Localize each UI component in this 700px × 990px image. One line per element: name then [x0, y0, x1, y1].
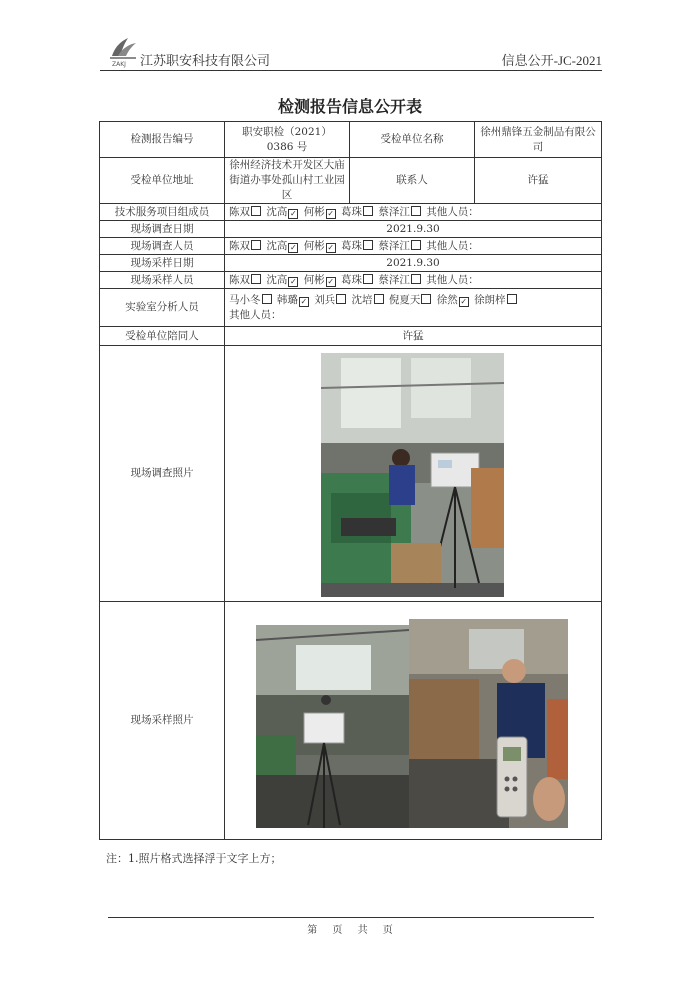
person-cai-zejiang: 蔡泽江	[378, 206, 423, 218]
person-han-lu: 韩璐✓	[277, 294, 311, 306]
footer-divider	[108, 917, 594, 918]
lab-staff-members	[225, 289, 602, 327]
checkbox-checked[interactable]	[326, 243, 336, 253]
row-survey-date	[100, 221, 602, 238]
others-label: 其他人员：	[426, 205, 479, 218]
person-cai-zejiang: 蔡泽江	[378, 240, 423, 252]
person-shen-gao: 沈高✓	[266, 206, 300, 218]
checkbox-unchecked[interactable]	[262, 294, 272, 304]
row-address	[100, 158, 602, 204]
sampling-date-label: 现场采样日期	[100, 255, 225, 272]
survey-photo	[321, 353, 504, 597]
checkbox-unchecked[interactable]	[251, 206, 261, 216]
checkbox-unchecked[interactable]	[336, 294, 346, 304]
row-sampling-date	[100, 255, 602, 272]
survey-staff-label: 现场调查人员	[100, 238, 225, 255]
others-label: 其他人员：	[426, 273, 479, 286]
client-value: 徐州鼎锋五金制品有限公司	[475, 122, 602, 158]
contact-label: 联系人	[350, 158, 475, 204]
page-title: 检测报告信息公开表	[277, 97, 422, 116]
checkbox-checked[interactable]	[299, 297, 309, 307]
svg-text:ZAKJ: ZAKJ	[112, 61, 126, 68]
person-he-bin: 何彬✓	[304, 206, 338, 218]
sampling-photo-2	[409, 619, 568, 828]
person-liu-bing: 刘兵	[314, 294, 348, 306]
sampling-staff-members	[225, 272, 602, 289]
row-sampling-staff	[100, 272, 602, 289]
checkbox-unchecked[interactable]	[363, 206, 373, 216]
page-number: 第 页 共 页	[307, 925, 393, 936]
address-value: 徐州经济技术开发区大庙街道办事处孤山村工业园区	[225, 158, 350, 204]
checkbox-unchecked[interactable]	[421, 294, 431, 304]
survey-date-label: 现场调查日期	[100, 221, 225, 238]
person-ge-zhu: 葛珠	[341, 206, 375, 218]
team-members	[225, 204, 602, 221]
row-report-no	[100, 122, 602, 158]
escort-value: 许猛	[225, 327, 602, 346]
sampling-photo-1	[256, 625, 409, 828]
person-chen-shuang: 陈双	[229, 274, 263, 286]
checkbox-checked[interactable]	[288, 277, 298, 287]
checkbox-unchecked[interactable]	[363, 240, 373, 250]
checkbox-checked[interactable]	[288, 209, 298, 219]
company-logo-icon	[106, 34, 142, 68]
address-label: 受检单位地址	[100, 158, 225, 204]
person-cai-zejiang: 蔡泽江	[378, 274, 423, 286]
person-he-bin: 何彬✓	[304, 274, 338, 286]
client-label: 受检单位名称	[350, 122, 475, 158]
checkbox-checked[interactable]	[288, 243, 298, 253]
person-chen-shuang: 陈双	[229, 240, 263, 252]
contact-value: 许猛	[475, 158, 602, 204]
checkbox-unchecked[interactable]	[251, 240, 261, 250]
checkbox-unchecked[interactable]	[363, 274, 373, 284]
person-xu-langzi: 徐朗梓	[474, 294, 519, 306]
person-shen-gao: 沈高✓	[266, 240, 300, 252]
sampling-date-value: 2021.9.30	[225, 255, 602, 272]
person-ma-xiaodong: 马小冬	[229, 294, 274, 306]
row-survey-staff	[100, 238, 602, 255]
row-lab-staff	[100, 289, 602, 327]
checkbox-checked[interactable]	[459, 297, 469, 307]
person-shen-gao: 沈高✓	[266, 274, 300, 286]
escort-label: 受检单位陪同人	[100, 327, 225, 346]
checkbox-unchecked[interactable]	[251, 274, 261, 284]
checkbox-unchecked[interactable]	[507, 294, 517, 304]
lab-staff-label: 实验室分析人员	[100, 289, 225, 327]
page-header	[100, 38, 602, 71]
report-no-label: 检测报告编号	[100, 122, 225, 158]
person-ge-zhu: 葛珠	[341, 240, 375, 252]
checkbox-unchecked[interactable]	[411, 206, 421, 216]
checkbox-unchecked[interactable]	[374, 294, 384, 304]
document-number: 信息公开-JC-2021	[501, 53, 602, 68]
survey-staff-members	[225, 238, 602, 255]
checkbox-unchecked[interactable]	[411, 274, 421, 284]
person-ni-xiatian: 倪夏天	[389, 294, 434, 306]
row-escort	[100, 327, 602, 346]
company-name: 江苏职安科技有限公司	[140, 54, 271, 69]
team-label: 技术服务项目组成员	[100, 204, 225, 221]
survey-photo-label: 现场调查照片	[100, 346, 225, 602]
person-chen-shuang: 陈双	[229, 206, 263, 218]
person-shen-pei: 沈培	[352, 294, 386, 306]
sampling-staff-label: 现场采样人员	[100, 272, 225, 289]
person-he-bin: 何彬✓	[304, 240, 338, 252]
checkbox-unchecked[interactable]	[411, 240, 421, 250]
row-team	[100, 204, 602, 221]
survey-date-value: 2021.9.30	[225, 221, 602, 238]
person-xu-ran: 徐然✓	[437, 294, 471, 306]
checkbox-checked[interactable]	[326, 277, 336, 287]
checkbox-checked[interactable]	[326, 209, 336, 219]
footnote: 注：1.照片格式选择浮于文字上方；	[106, 852, 282, 865]
others-label: 其他人员：	[229, 308, 282, 321]
others-label: 其他人员：	[426, 239, 479, 252]
report-no-value: 职安职检（2021）0386 号	[225, 122, 350, 158]
sampling-photo-label: 现场采样照片	[100, 602, 225, 840]
person-ge-zhu: 葛珠	[341, 274, 375, 286]
